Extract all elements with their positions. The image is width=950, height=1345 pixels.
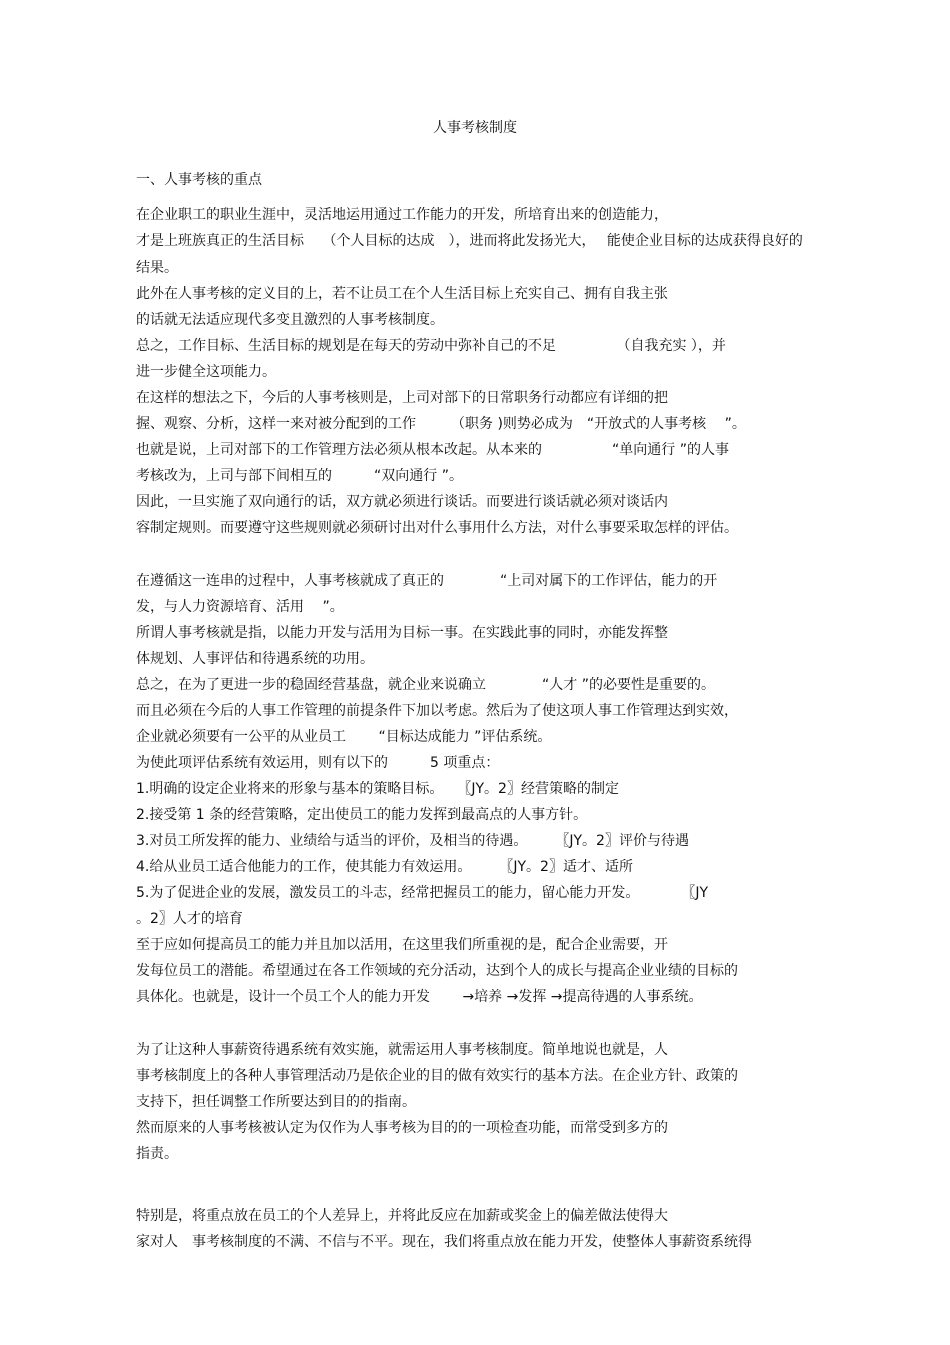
body-line: 在企业职工的职业生涯中，灵活地运用通过工作能力的开发，所培育出来的创造能力， xyxy=(136,207,668,223)
body-line: 发，与人力资源培育、活用 ”。 xyxy=(136,599,344,615)
body-line: 家对人 事考核制度的不满、不信与不平。现在，我们将重点放在能力开发，使整体人事薪资系统得 xyxy=(136,1234,752,1250)
list-item: 3.对员工所发挥的能力、业绩给与适当的评价，及相当的待遇。 〖JY。2〗评价与待遇 xyxy=(136,833,689,849)
body-line: 此外在人事考核的定义目的上，若不让员工在个人生活目标上充实自己、拥有自我主张 xyxy=(136,286,668,302)
body-line: 的话就无法适应现代多变且激烈的人事考核制度。 xyxy=(136,312,444,328)
list-item: 5.为了促进企业的发展，激发员工的斗志，经常把握员工的能力，留心能力开发。 〖JY xyxy=(136,885,709,901)
body-line: 具体化。也就是，设计一个员工个人的能力开发 →培养 →发挥 →提高待遇的人事系统。 xyxy=(136,989,703,1005)
body-line: 事考核制度上的各种人事管理活动乃是依企业的目的做有效实行的基本方法。在企业方针、政策的 xyxy=(136,1068,738,1084)
body-line: 体规划、人事评估和待遇系统的功用。 xyxy=(136,651,374,667)
body-line: 发每位员工的潜能。希望通过在各工作领域的充分活动，达到个人的成长与提高企业业绩的目标的 xyxy=(136,963,738,979)
section-heading: 一、人事考核的重点 xyxy=(136,172,262,188)
body-line: 为了让这种人事薪资待遇系统有效实施，就需运用人事考核制度。简单地说也就是，人 xyxy=(136,1042,668,1058)
list-item: 4.给从业员工适合他能力的工作，使其能力有效运用。 〖JY。2〗适才、适所 xyxy=(136,859,633,875)
body-line: 总之，在为了更进一步的稳固经营基盘，就企业来说确立 “人才 ”的必要性是重要的。 xyxy=(136,677,715,693)
body-line: 而且必须在今后的人事工作管理的前提条件下加以考虑。然后为了使这项人事工作管理达到实效， xyxy=(136,703,738,719)
body-line: 特别是，将重点放在员工的个人差异上，并将此反应在加薪或奖金上的偏差做法使得大 xyxy=(136,1208,668,1224)
body-line: 容制定规则。而要遵守这些规则就必须研讨出对什么事用什么方法，对什么事要采取怎样的评估。 xyxy=(136,520,738,536)
list-item-continuation: 。2〗人才的培育 xyxy=(136,911,243,927)
body-line: 企业就必须要有一公平的从业员工 “目标达成能力 ”评估系统。 xyxy=(136,729,552,745)
body-line: 然而原来的人事考核被认定为仅作为人事考核为目的的一项检查功能，而常受到多方的 xyxy=(136,1120,668,1136)
body-line: 进一步健全这项能力。 xyxy=(136,364,276,380)
body-line: 也就是说，上司对部下的工作管理方法必须从根本改起。从本来的 “单向通行 ”的人事 xyxy=(136,442,729,458)
list-item: 2.接受第 1 条的经营策略，定出使员工的能力发挥到最高点的人事方针。 xyxy=(136,807,588,823)
body-line: 为使此项评估系统有效运用，则有以下的 5 项重点： xyxy=(136,755,500,771)
document-title: 人事考核制度 xyxy=(433,120,517,136)
body-line: 至于应如何提高员工的能力并且加以活用，在这里我们所重视的是，配合企业需要，开 xyxy=(136,937,668,953)
list-item: 1.明确的设定企业将来的形象与基本的策略目标。 〖JY。2〗经营策略的制定 xyxy=(136,781,619,797)
body-line: 结果。 xyxy=(136,260,178,276)
body-line: 在遵循这一连串的过程中，人事考核就成了真正的 “上司对属下的工作评估，能力的开 xyxy=(136,573,718,589)
body-line: 总之，工作目标、生活目标的规划是在每天的劳动中弥补自己的不足 （自我充实 ），并 xyxy=(136,338,726,354)
body-line: 因此，一旦实施了双向通行的话，双方就必须进行谈话。而要进行谈话就必须对谈话内 xyxy=(136,494,668,510)
body-line: 支持下，担任调整工作所要达到目的的指南。 xyxy=(136,1094,416,1110)
body-line: 在这样的想法之下，今后的人事考核则是，上司对部下的日常职务行动都应有详细的把 xyxy=(136,390,668,406)
body-line: 才是上班族真正的生活目标 （个人目标的达成 ），进而将此发扬光大， 能使企业目标的达成获得良好的 xyxy=(136,233,803,249)
body-line: 考核改为，上司与部下间相互的 “双向通行 ”。 xyxy=(136,468,463,484)
body-line: 指责。 xyxy=(136,1146,178,1162)
body-line: 握、观察、分析，这样一来对被分配到的工作 （职务 )则势必成为 “开放式的人事考核 ”。 xyxy=(136,416,746,432)
body-line: 所谓人事考核就是指，以能力开发与活用为目标一事。在实践此事的同时，亦能发挥整 xyxy=(136,625,668,641)
